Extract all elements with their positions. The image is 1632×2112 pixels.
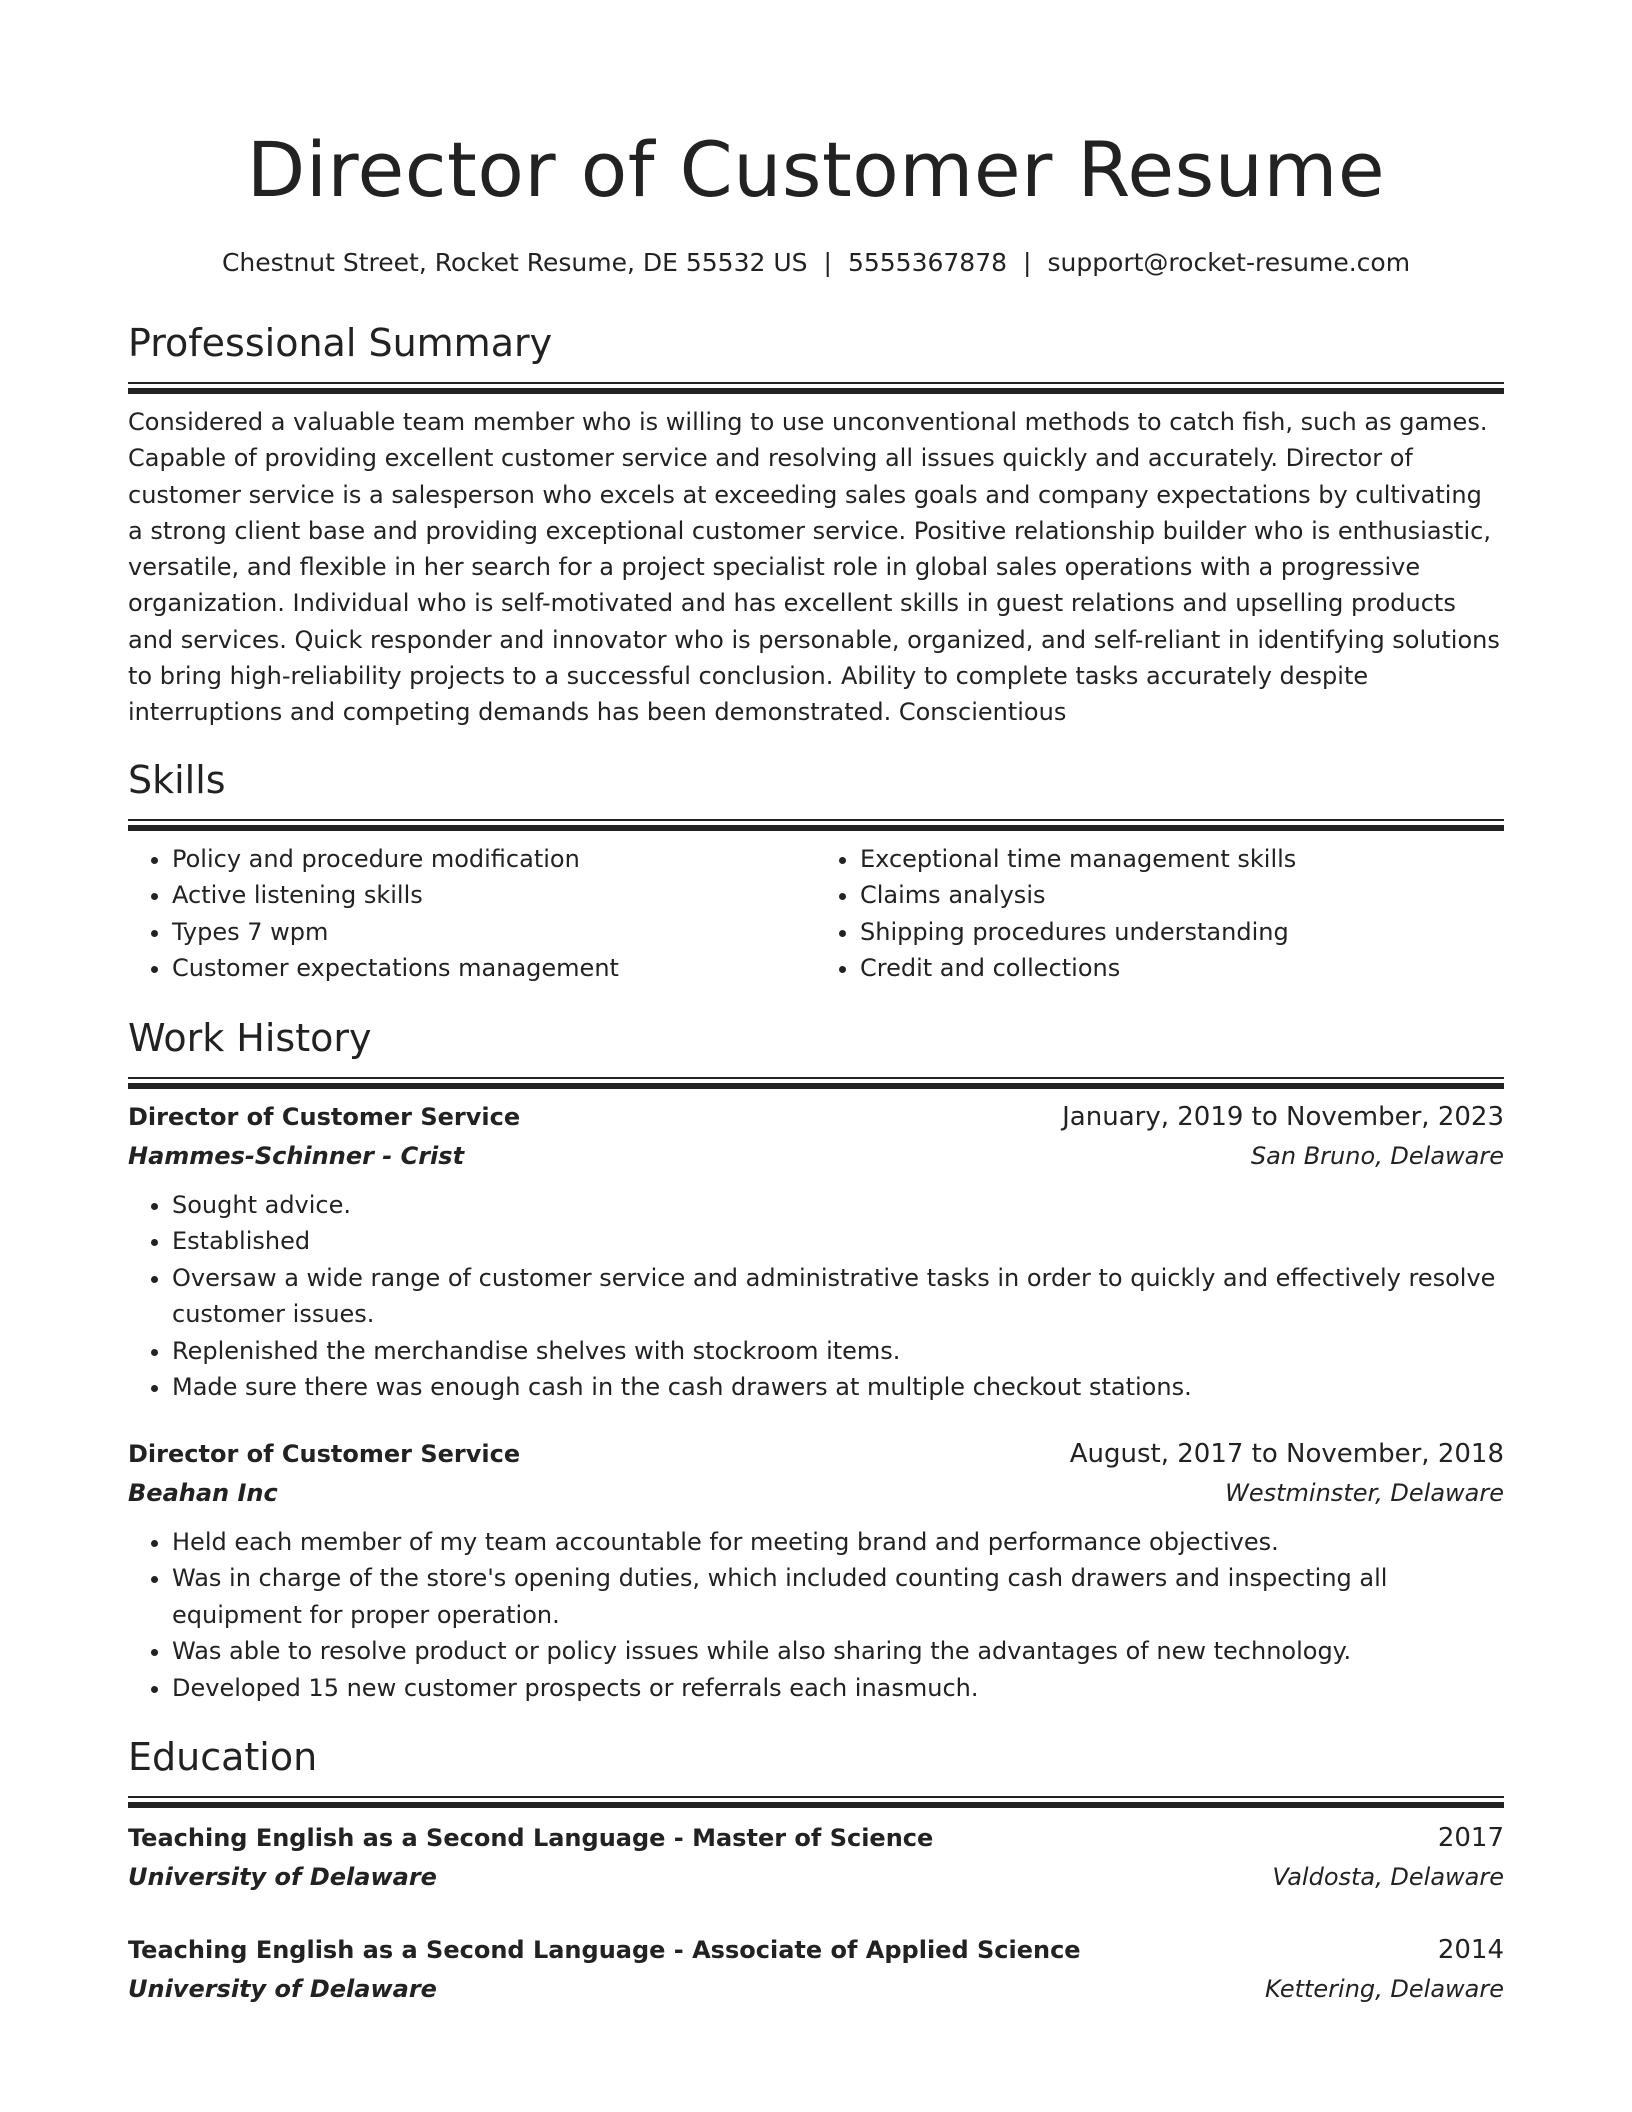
school-name: University of Delaware	[128, 1863, 437, 1892]
job-location: Westminster, Delaware	[1225, 1478, 1504, 1507]
graduation-year: 2014	[1437, 1935, 1504, 1966]
section-divider	[128, 1796, 1504, 1808]
job-bullets	[128, 1187, 1504, 1406]
skills-left-list	[128, 841, 816, 987]
skills-section	[128, 755, 1504, 987]
section-heading-summary: Professional Summary	[128, 321, 553, 365]
skill-item: • Policy and procedure modification	[172, 841, 816, 878]
section-heading-skills: Skills	[128, 757, 226, 802]
degree-title: Teaching English as a Second Language - Master of Science	[128, 1824, 934, 1853]
job-bullet: • Was in charge of the store's opening duties, which included counting cash drawers and inspecting all equipment for proper operation.	[172, 1560, 1504, 1633]
skill-item: • Claims analysis	[860, 877, 1504, 914]
skill-item: • Shipping procedures understanding	[860, 914, 1504, 951]
school-location: Valdosta, Delaware	[1272, 1863, 1504, 1892]
job-bullet: • Was able to resolve product or policy issues while also sharing the advantages of new technology.	[172, 1633, 1504, 1670]
job-entry	[128, 1097, 1504, 1406]
job-bullets	[128, 1524, 1504, 1707]
section-heading-work-history: Work History	[128, 1015, 372, 1060]
job-entry	[128, 1434, 1504, 1707]
company-name: Hammes-Schinner - Crist	[128, 1141, 465, 1170]
summary-text: Considered a valuable team member who is willing to use unconventional methods to catch fish, such as games. Capable of providing excellent customer service and resolving all issues quickly and accurately. Director of customer service is a salesperson who excels at exceeding sales goals and company expectations by cultivating a strong client base and providing exceptional customer service. Positive relationship builder who is enthusiastic, versatile, and flexible in her search for a project specialist role in global sales operations with a progressive organization. Individual who is self-motivated and has excellent skills in guest relations and upselling products and services. Quick responder and innovator who is personable, organized, and self-reliant in identifying solutions to bring high-reliability projects to a successful conclusion. Ability to complete tasks accurately despite interruptions and competing demands has been demonstrated. Conscientious	[128, 408, 1500, 727]
graduation-year: 2017	[1437, 1823, 1504, 1854]
education-entry	[128, 1930, 1504, 2008]
degree-title: Teaching English as a Second Language - Associate of Applied Science	[128, 1936, 1081, 1965]
contact-separator: |	[823, 248, 832, 277]
skills-right-list	[816, 841, 1504, 987]
section-divider	[128, 382, 1504, 394]
job-bullet: • Made sure there was enough cash in the cash drawers at multiple checkout stations.	[172, 1369, 1504, 1406]
resume-title: Director of Customer Resume	[246, 125, 1386, 214]
section-divider	[128, 1077, 1504, 1089]
section-heading-education: Education	[128, 1735, 318, 1780]
education-entry	[128, 1818, 1504, 1896]
skill-item: • Active listening skills	[172, 877, 816, 914]
job-dates: January, 2019 to November, 2023	[1062, 1101, 1504, 1132]
job-bullet: • Oversaw a wide range of customer service and administrative tasks in order to quickly and effectively resolve customer issues.	[172, 1260, 1504, 1333]
job-bullet: • Sought advice.	[172, 1187, 1504, 1224]
job-title: Director of Customer Service	[128, 1102, 521, 1131]
company-name: Beahan Inc	[128, 1478, 278, 1507]
job-bullet: • Held each member of my team accountable for meeting brand and performance objectives.	[172, 1524, 1504, 1561]
school-name: University of Delaware	[128, 1975, 437, 2004]
work-history-section	[128, 1013, 1504, 1707]
address: Chestnut Street, Rocket Resume, DE 55532 US	[221, 248, 808, 277]
contact-separator: |	[1023, 248, 1032, 277]
contact-line	[128, 246, 1504, 280]
skill-item: • Types 7 wpm	[172, 914, 816, 951]
education-section	[128, 1732, 1504, 2008]
job-title: Director of Customer Service	[128, 1439, 521, 1468]
job-bullet: • Established	[172, 1223, 1504, 1260]
email-link[interactable]: support@rocket-resume.com	[1047, 248, 1411, 277]
section-divider	[128, 819, 1504, 831]
job-bullet: • Replenished the merchandise shelves with stockroom items.	[172, 1333, 1504, 1370]
job-location: San Bruno, Delaware	[1250, 1141, 1504, 1170]
school-location: Kettering, Delaware	[1264, 1975, 1504, 2004]
skill-item: • Credit and collections	[860, 950, 1504, 987]
skills-columns	[128, 841, 1504, 987]
summary-section	[128, 318, 1504, 731]
job-dates: August, 2017 to November, 2018	[1069, 1438, 1504, 1469]
job-bullet: • Developed 15 new customer prospects or referrals each inasmuch.	[172, 1670, 1504, 1707]
phone: 5555367878	[847, 248, 1008, 277]
skill-item: • Customer expectations management	[172, 950, 816, 987]
skill-item: • Exceptional time management skills	[860, 841, 1504, 878]
